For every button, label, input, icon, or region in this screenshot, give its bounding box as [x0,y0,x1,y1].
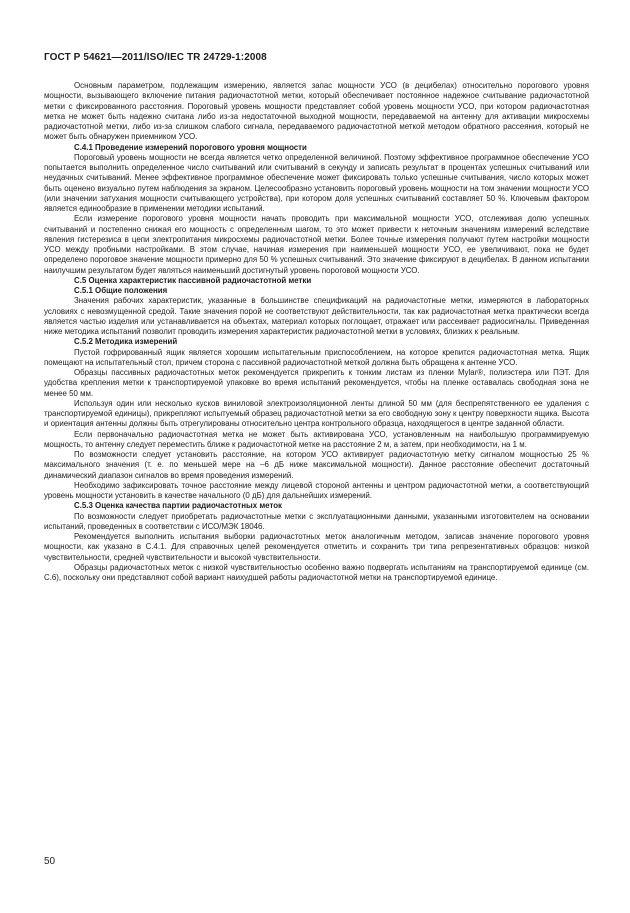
section-heading: С.5.3 Оценка качества партии радиочастотных меток [74,501,282,511]
paragraph: Образцы пассивных радиочастотных меток рекомендуется прикрепить к тонким листам из пленки Mylar®, полиэстера или ПЭТ. Для удобства крепления метки к транспортируемой упаковке во время испытаний рекомендуется, чтобы на пленке оставалась свободная зона не менее 50 мм. [44,368,589,398]
paragraph: Образцы радиочастотных меток с низкой чувствительностью особенно важно подвергать испытаниям на транспортируемой единице (см. С.6), поскольку они представляют собой вариант наихудшей работы радиочастотной метки на транспортируемой единице. [44,562,589,582]
section-heading: С.5.2 Методика измерений [74,337,178,347]
paragraph: По возможности следует приобретать радиочастотные метки с эксплуатационными данными, указанными изготовителем на основании испытаний, проведенных в соответствии с ИСО/МЭК 18046. [44,511,589,531]
document-body [44,81,589,583]
paragraph: Необходимо зафиксировать точное расстояние между лицевой стороной антенны и центром радиочастотной метки, а соответствующий уровень мощности установить в качестве начального (0 дБ) для дальнейших измерений. [44,480,589,500]
section-heading: С.4.1 Проведение измерений порогового уровня мощности [74,142,307,152]
paragraph: Значения рабочих характеристик, указанные в большинстве спецификаций на радиочастотные метки, измеряются в лабораторных условиях с невозмущенной средой. Такие значения порой не соответствуют действительности, так как радиочастотная метка практически всегда является частью изделия или устанавливается на объектах, материал которых поглощает, отражает или рассеивает радиосигналы. Приведенная ниже методика испытаний позволит проводить измерения характеристик радиочастотной метки в условиях, близких к реальным. [44,296,589,336]
paragraph: Пустой гофрированный ящик является хорошим испытательным приспособлением, на которое крепится радиочастотная метка. Ящик помещают на испытательный стол, причем сторона с пассивной радиочастотной меткой должна быть обращена к антенне УСО. [44,347,589,367]
paragraph: Основным параметром, подлежащим измерению, является запас мощности УСО (в децибелах) относительно порогового уровня мощности, вызывающего включение питания радиочастотной метки, который обеспечивает постоянное надежное считывание радиочастотной метки с фиксированного расстояния. Пороговый уровень мощности представляет собой уровень мощности УСО, при котором радиочастотная метка не может быть надежно считана либо из-за недостаточной выходной мощности, передаваемой на антенну для активации микросхемы радиочастотной метки, либо из-за слишком слабого сигнала, передаваемого радиочастотной меткой методом обратного рассеяния, который не может быть обнаружен приемником УСО. [44,81,589,142]
paragraph: Если измерение порогового уровня мощности начать проводить при максимальной мощности УСО, отслеживая долю успешных считываний и постепенно снижая его мощность с определенным шагом, то это может привести к неточным значениям измерений вследствие явления гистерезиса в цепи электропитания микросхемы радиочастотной метки. Более точные измерения получают путем настройки мощности УСО между пробными настройками. В этом случае, начиная измерения при наименьшей мощности УСО, ее увеличивают, пока не будет определено пороговое значение мощности примерно для 50 % успешных считываний. Это значение фиксируют в децибелах. В данном испытании наилучшим результатом будет являться наименьший достигнутый уровень пороговой мощности УСО. [44,214,589,275]
paragraph: Если первоначально радиочастотная метка не может быть активирована УСО, установленным на наибольшую программируемую мощность, то антенну следует переместить ближе к радиочастотной метке на расстояние 2 м, а затем, при необходимости, на 1 м. [44,429,589,449]
paragraph: Пороговый уровень мощности не всегда является четко определенной величиной. Поэтому эффективное программное обеспечение УСО попытается выполнить определенное число считываний или считываний в секунду и записать результат в процентах успешных считываний или неудачных считываний. Менее эффективное программное обеспечение может фиксировать только успешные считывания, число которых может быть оценено визуально путем наблюдения за экраном. Целесообразно установить пороговый уровень мощности на том значении мощности УСО (или значении затухания мощности считывающего устройства), при котором доля успешных считываний составляет 50 %. Ключевым фактором является единообразие в применении методики испытаний. [44,152,589,213]
document-header: ГОСТ Р 54621—2011/ISO/IEC TR 24729-1:2008 [44,52,267,63]
paragraph: По возможности следует установить расстояние, на котором УСО активирует радиочастотную метку сигналом мощностью 25 % максимального значения (т. е. по меньшей мере на –6 дБ ниже максимальной мощности). Данное расстояние обеспечит достаточный динамический диапазон сигналов во время проведения измерений. [44,450,589,480]
section-heading: С.5.1 Общие положения [74,286,168,295]
page-number: 50 [44,856,56,867]
paragraph: Рекомендуется выполнить испытания выборки радиочастотных меток аналогичным методом, записав значение порогового уровня мощности, как указано в С.4.1. Для справочных целей рекомендуется отметить и сохранить три типа репрезентативных образцов: низкой чувствительности, средней чувствительности и высокой чувствительности. [44,532,589,562]
section-heading: С.5 Оценка характеристик пассивной радиочастотной метки [74,275,312,285]
paragraph: Используя один или несколько кусков виниловой электроизоляционной ленты длиной 50 мм (для беспрепятственного ее удаления с транспортируемой единицы), прикрепляют испытуемый образец радиочастотной метки за его свободную зону к центру поверхности ящика. Высота и ориентация антенны должны быть отрегулированы относительно центра контрольного образца, находящегося в центре заданной области. [44,398,589,429]
